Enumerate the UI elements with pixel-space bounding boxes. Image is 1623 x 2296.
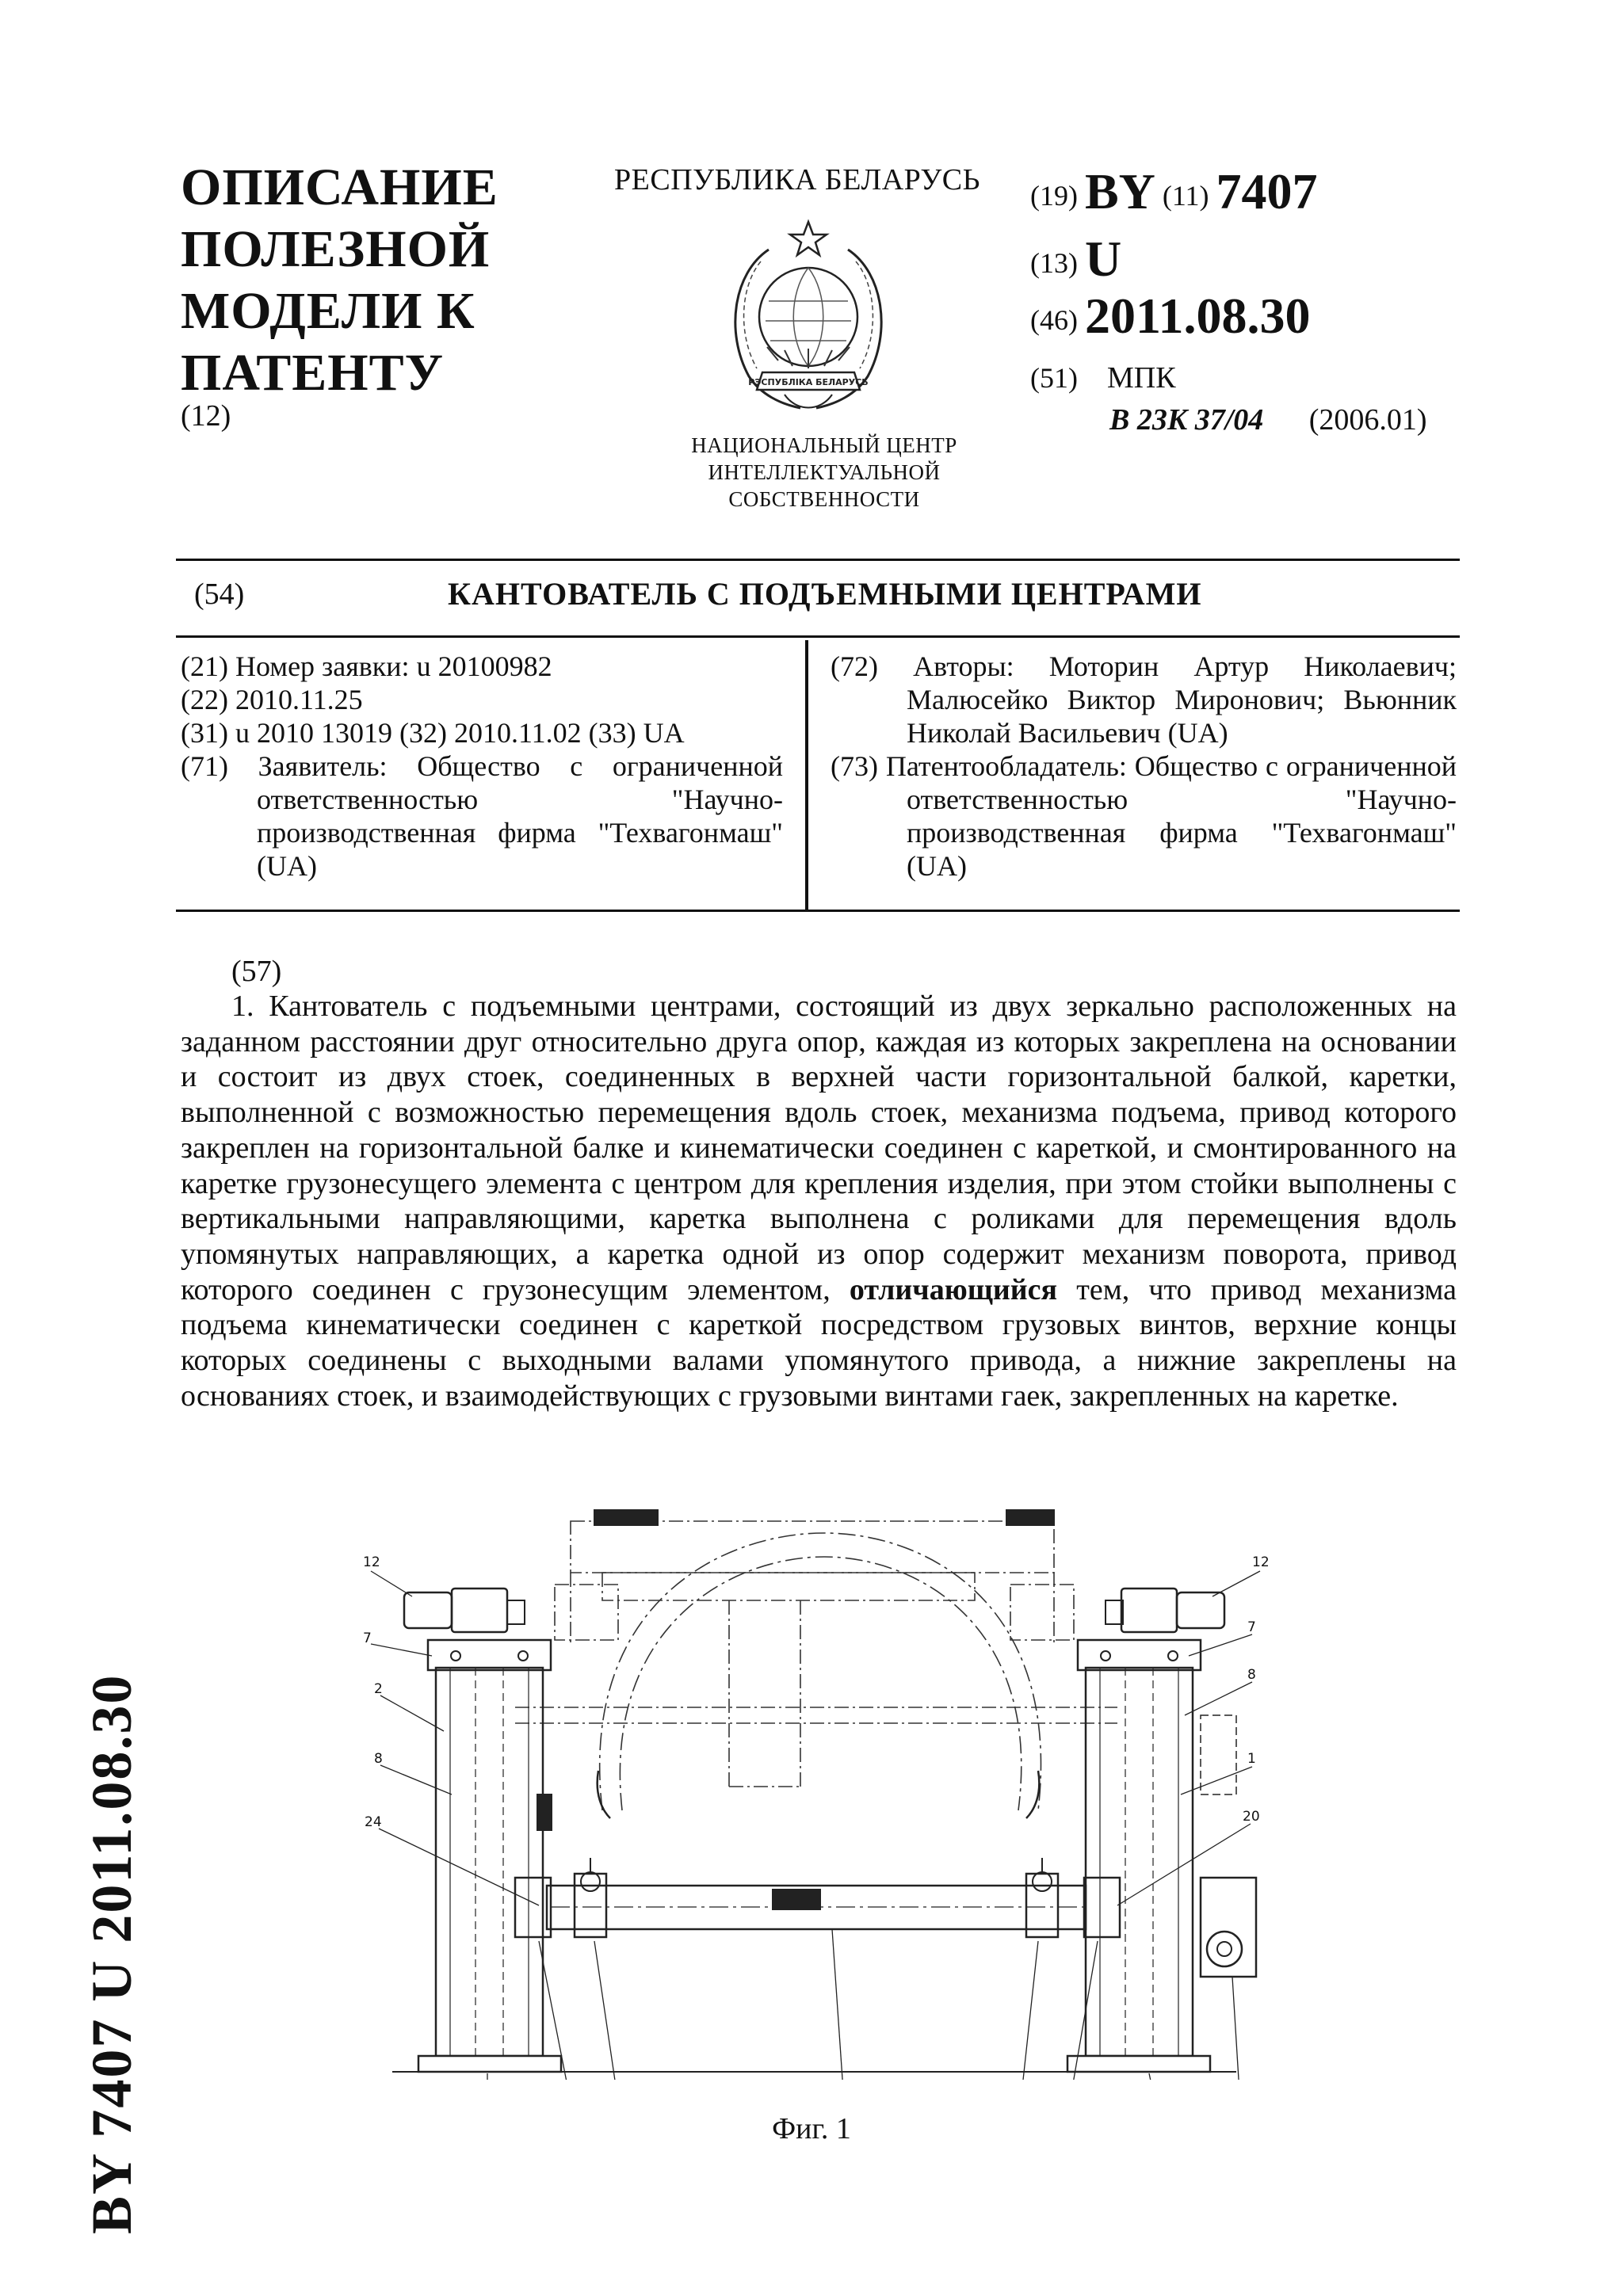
- invention-title: КАНТОВАТЕЛЬ С ПОДЪЕМНЫМИ ЦЕНТРАМИ: [448, 576, 1202, 612]
- national-center-name: [618, 432, 1030, 513]
- label-12-right: 12: [1252, 1554, 1270, 1570]
- code-13: (13): [1030, 247, 1078, 279]
- title-line: МОДЕЛИ К: [181, 282, 475, 340]
- center-line: НАЦИОНАЛЬНЫЙ ЦЕНТР: [691, 433, 957, 457]
- center-line: СОБСТВЕННОСТИ: [728, 487, 920, 511]
- code-11: (11): [1162, 180, 1209, 212]
- label-12-left: 12: [363, 1554, 380, 1570]
- publication-date: 2011.08.30: [1084, 288, 1311, 344]
- leader-lines: [371, 1571, 1260, 2080]
- country-code: BY: [1084, 163, 1155, 219]
- biblio-21: (21) Номер заявки: u 20100982: [181, 650, 552, 682]
- emblem-ribbon-text: РЭСПУБЛІКА БЕЛАРУСЬ: [748, 377, 869, 387]
- divider-title: [176, 635, 1460, 638]
- label-7-right: 7: [1247, 1619, 1256, 1635]
- document-title: [181, 157, 498, 404]
- code-19: (19): [1030, 180, 1078, 212]
- divider-biblio: [176, 910, 1460, 912]
- center-line: ИНТЕЛЛЕКТУАЛЬНОЙ: [708, 460, 941, 484]
- arc-end-left: [598, 1771, 610, 1818]
- left-support-column: [404, 1589, 561, 2072]
- code-13-row: [1030, 230, 1121, 288]
- title-line: ПОЛЕЗНОЙ: [181, 220, 491, 278]
- republic-name: РЕСПУБЛИКА БЕЛАРУСЬ: [614, 163, 980, 196]
- claim-characterizing-word: отличающийся: [849, 1272, 1058, 1306]
- code-19-row: [1030, 162, 1318, 221]
- label-8-left: 8: [374, 1751, 383, 1767]
- patent-number: 7407: [1216, 163, 1318, 219]
- divider-top: [176, 559, 1460, 561]
- state-emblem-icon: [713, 214, 903, 424]
- code-46: (46): [1030, 304, 1078, 336]
- title-line: ПАТЕНТУ: [181, 344, 445, 402]
- load-beam: [515, 1858, 1120, 1937]
- claim-text-part1: 1. Кантователь с подъемными центрами, состоящий из двух зеркально расположенных на заданном расстоянии друг относительно друга опор, каждая из которых закреплена на основании и состоит из двух стоек, соединенных в верхней части горизонтальной балкой, каретки, выполненной с возможностью перемещения вдоль стоек, механизма подъема, привод которого закреплен на горизонтальной балке и кинематически соединен с кареткой, и смонтированного на каретке грузонесущего элемента с центром для крепления изделия, при этом стойки выполнены с вертикальными направляющими, каретка выполнена с роликами для перемещения вдоль упомянутых направляющих, а каретка одной из опор содержит механизм поворота, привод которого соединен с грузонесущим элементом,: [181, 990, 1457, 1306]
- label-2: 2: [374, 1681, 383, 1697]
- mpk-label: МПК: [1106, 361, 1176, 395]
- kind-code: U: [1084, 231, 1122, 287]
- upper-frame-ghost: [515, 1521, 1117, 1787]
- code-46-row: [1030, 287, 1310, 345]
- claim-1: [181, 989, 1457, 1413]
- figure-caption: Фиг. 1: [772, 2112, 851, 2145]
- biblio-73: (73) Патентообладатель: Общество с ограниченной ответственностью "Научно-производственная фирма "Техвагонмаш" (UA): [831, 750, 1457, 882]
- biblio-22: (22) 2010.11.25: [181, 684, 363, 715]
- side-publication-id: BY 7407 U 2011.08.30: [80, 1673, 143, 2234]
- right-support-column: [1067, 1589, 1256, 2072]
- arc-end-right: [1026, 1771, 1039, 1818]
- biblio-31: (31) u 2010 13019 (32) 2010.11.02 (33) UA: [181, 717, 685, 749]
- biblio-left: [181, 650, 783, 883]
- biblio-column-divider: [805, 640, 808, 910]
- label-24: 24: [365, 1814, 382, 1830]
- biblio-72: (72) Авторы: Моторин Артур Николаевич; Малюсейко Виктор Миронович; Вьюнник Николай Васильевич (UA): [831, 650, 1457, 749]
- mpk-class: B 23K 37/04: [1109, 403, 1264, 437]
- code-51-row: [1030, 360, 1176, 395]
- biblio-right: [831, 650, 1457, 883]
- biblio-71: (71) Заявитель: Общество с ограниченной ответственностью "Научно-производственная фирма "Техвагонмаш" (UA): [181, 750, 783, 882]
- label-7-left: 7: [363, 1630, 372, 1646]
- label-1: 1: [1247, 1751, 1256, 1767]
- upper-block-right: [1006, 1509, 1054, 1525]
- figure-1-drawing: [357, 1509, 1280, 2080]
- mpk-version: (2006.01): [1308, 403, 1427, 437]
- code-54: (54): [194, 578, 245, 611]
- upper-block-left: [594, 1509, 658, 1525]
- mpk-classification: [1109, 402, 1427, 437]
- title-line: ОПИСАНИЕ: [181, 158, 498, 216]
- code-57: (57): [231, 955, 282, 988]
- code-51: (51): [1030, 362, 1078, 394]
- label-8-right: 8: [1247, 1667, 1256, 1683]
- label-20: 20: [1243, 1809, 1260, 1825]
- claim-text-part2: тем, что привод механизма подъема кинематически соединен с кареткой посредством грузовых винтов, верхние концы которых соединены с выходными валами упомянутого привода, а нижние закреплены на основаниях стоек, и взаимодействующих с грузовыми винтами гаек, закрепленных на каретке.: [181, 1272, 1457, 1413]
- code-12: (12): [181, 399, 231, 433]
